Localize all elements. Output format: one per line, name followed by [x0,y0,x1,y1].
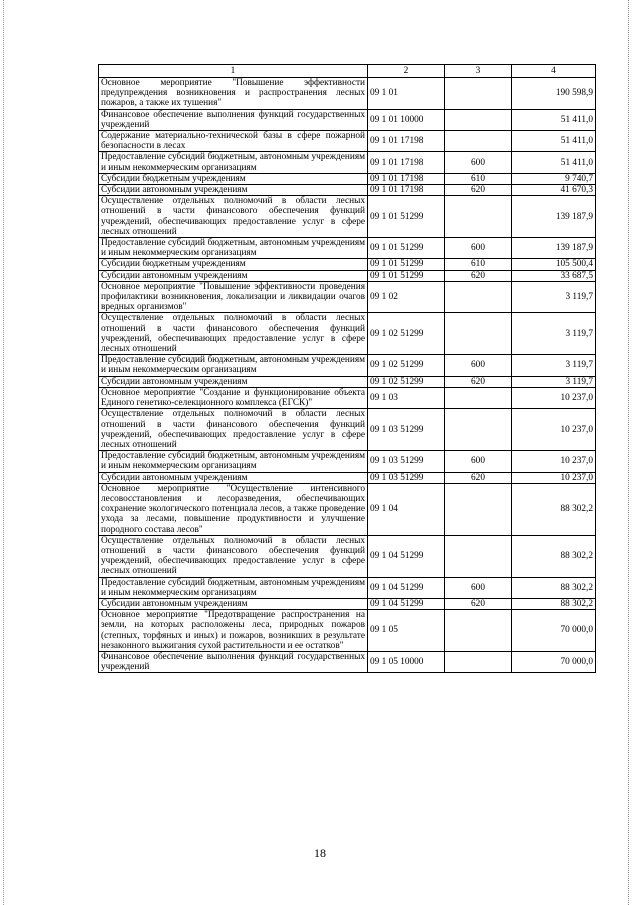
amount: 3 119,7 [512,355,596,376]
amount: 51 411,0 [512,109,596,130]
classification-code: 09 1 04 51299 [368,577,445,598]
expense-type [445,409,512,451]
item-name: Основное мероприятие "Повышение эффективности предупреждения возникновения и распространения лесных пожаров, а также их тушения" [99,78,368,110]
amount: 33 687,5 [512,270,596,281]
expense-type [445,313,512,355]
expense-type [445,109,512,130]
expense-type: 600 [445,152,512,173]
table-row [99,238,596,259]
expense-type: 620 [445,185,512,196]
scan-left-edge [3,0,4,905]
expense-type [445,387,512,408]
item-name: Субсидии автономным учреждениям [99,472,368,483]
expense-type [445,196,512,238]
amount: 10 237,0 [512,387,596,408]
table-row [99,281,596,313]
item-name: Предоставление субсидий бюджетным, автономным учреждениям и иным некоммерческим организациям [99,355,368,376]
budget-table [98,64,596,673]
item-name: Основное мероприятие "Создание и функционирование объекта Единого генетико-селекционного комплекса (ЕГСК)" [99,387,368,408]
classification-code: 09 1 01 51299 [368,196,445,238]
amount: 10 237,0 [512,472,596,483]
expense-type [445,78,512,110]
column-header: 4 [512,65,596,78]
table-row [99,387,596,408]
table-row [99,196,596,238]
classification-code: 09 1 01 17198 [368,173,445,184]
classification-code: 09 1 01 17198 [368,185,445,196]
item-name: Основное мероприятие "Осуществление интенсивного лесовосстановления и лесоразведения, обеспечивающих сохранение экологического потенциала лесов, а также проведение ухода за лесами, повышение продуктивности и улучшение породного состава лесов" [99,483,368,535]
item-name: Субсидии автономным учреждениям [99,598,368,609]
table-row [99,451,596,472]
classification-code: 09 1 01 17198 [368,152,445,173]
table-row [99,610,596,652]
amount: 105 500,4 [512,259,596,270]
item-name: Осуществление отдельных полномочий в области лесных отношений в части финансового обеспечения функций учреждений, обеспечивающих предоставление услуг в сфере лесных отношений [99,535,368,577]
amount: 51 411,0 [512,152,596,173]
classification-code: 09 1 03 [368,387,445,408]
amount: 3 119,7 [512,313,596,355]
classification-code: 09 1 05 [368,610,445,652]
amount: 10 237,0 [512,409,596,451]
item-name: Предоставление субсидий бюджетным, автономным учреждениям и иным некоммерческим организациям [99,152,368,173]
amount: 139 187,9 [512,238,596,259]
table-row [99,577,596,598]
classification-code: 09 1 03 51299 [368,451,445,472]
classification-code: 09 1 01 51299 [368,270,445,281]
classification-code: 09 1 03 51299 [368,472,445,483]
amount: 41 670,3 [512,185,596,196]
amount: 3 119,7 [512,281,596,313]
table-row [99,152,596,173]
table-row [99,535,596,577]
expense-type [445,610,512,652]
classification-code: 09 1 04 [368,483,445,535]
expense-type [445,535,512,577]
amount: 51 411,0 [512,131,596,152]
expense-type: 620 [445,270,512,281]
table-row [99,78,596,110]
classification-code: 09 1 01 10000 [368,109,445,130]
classification-code: 09 1 02 51299 [368,376,445,387]
expense-type [445,483,512,535]
table-row [99,376,596,387]
item-name: Осуществление отдельных полномочий в области лесных отношений в части финансового обеспечения функций учреждений, обеспечивающих предоставление услуг в сфере лесных отношений [99,409,368,451]
table-row [99,651,596,672]
expense-type [445,281,512,313]
column-header: 2 [368,65,445,78]
classification-code: 09 1 01 [368,78,445,110]
expense-type: 610 [445,173,512,184]
item-name: Предоставление субсидий бюджетным, автономным учреждениям и иным некоммерческим организациям [99,577,368,598]
classification-code: 09 1 02 51299 [368,313,445,355]
classification-code: 09 1 01 17198 [368,131,445,152]
header-row [99,65,596,78]
table-row [99,483,596,535]
amount: 3 119,7 [512,376,596,387]
classification-code: 09 1 04 51299 [368,535,445,577]
item-name: Субсидии бюджетным учреждениям [99,259,368,270]
amount: 9 740,7 [512,173,596,184]
classification-code: 09 1 02 [368,281,445,313]
table-row [99,409,596,451]
item-name: Субсидии автономным учреждениям [99,376,368,387]
expense-type [445,651,512,672]
item-name: Осуществление отдельных полномочий в области лесных отношений в части финансового обеспечения функций учреждений, обеспечивающих предоставление услуг в сфере лесных отношений [99,196,368,238]
table-row [99,173,596,184]
classification-code: 09 1 01 51299 [368,238,445,259]
classification-code: 09 1 05 10000 [368,651,445,672]
amount: 88 302,2 [512,598,596,609]
amount: 88 302,2 [512,535,596,577]
item-name: Основное мероприятие "Предотвращение распространения на земли, на которых расположены леса, природных пожаров (степных, торфяных и иных) и пожаров, возникших в результате незаконного выжигания сухой растительности и ее остатков" [99,610,368,652]
column-header: 3 [445,65,512,78]
expense-type: 600 [445,577,512,598]
column-header: 1 [99,65,368,78]
amount: 10 237,0 [512,451,596,472]
table-row [99,313,596,355]
expense-type: 620 [445,376,512,387]
expense-type: 600 [445,451,512,472]
table-row [99,185,596,196]
expense-type [445,131,512,152]
amount: 88 302,2 [512,577,596,598]
classification-code: 09 1 04 51299 [368,598,445,609]
amount: 139 187,9 [512,196,596,238]
item-name: Субсидии бюджетным учреждениям [99,173,368,184]
expense-type: 610 [445,259,512,270]
classification-code: 09 1 01 51299 [368,259,445,270]
scan-right-edge [628,0,629,905]
item-name: Содержание материально-технической базы в сфере пожарной безопасности в лесах [99,131,368,152]
classification-code: 09 1 02 51299 [368,355,445,376]
table-row [99,355,596,376]
item-name: Финансовое обеспечение выполнения функций государственных учреждений [99,109,368,130]
item-name: Основное мероприятие "Повышение эффективности проведения профилактики возникновения, локализации и ликвидации очагов вредных организмов" [99,281,368,313]
item-name: Субсидии автономным учреждениям [99,185,368,196]
table-row [99,109,596,130]
item-name: Субсидии автономным учреждениям [99,270,368,281]
table-row [99,472,596,483]
item-name: Финансовое обеспечение выполнения функций государственных учреждений [99,651,368,672]
expense-type: 600 [445,238,512,259]
item-name: Предоставление субсидий бюджетным, автономным учреждениям и иным некоммерческим организациям [99,451,368,472]
amount: 70 000,0 [512,651,596,672]
table-row [99,131,596,152]
item-name: Осуществление отдельных полномочий в области лесных отношений в части финансового обеспечения функций учреждений, обеспечивающих предоставление услуг в сфере лесных отношений [99,313,368,355]
table-row [99,259,596,270]
amount: 190 598,9 [512,78,596,110]
expense-type: 600 [445,355,512,376]
amount: 70 000,0 [512,610,596,652]
item-name: Предоставление субсидий бюджетным, автономным учреждениям и иным некоммерческим организациям [99,238,368,259]
classification-code: 09 1 03 51299 [368,409,445,451]
expense-type: 620 [445,472,512,483]
amount: 88 302,2 [512,483,596,535]
page-number: 18 [314,846,326,860]
table-row [99,270,596,281]
table-row [99,598,596,609]
expense-type: 620 [445,598,512,609]
